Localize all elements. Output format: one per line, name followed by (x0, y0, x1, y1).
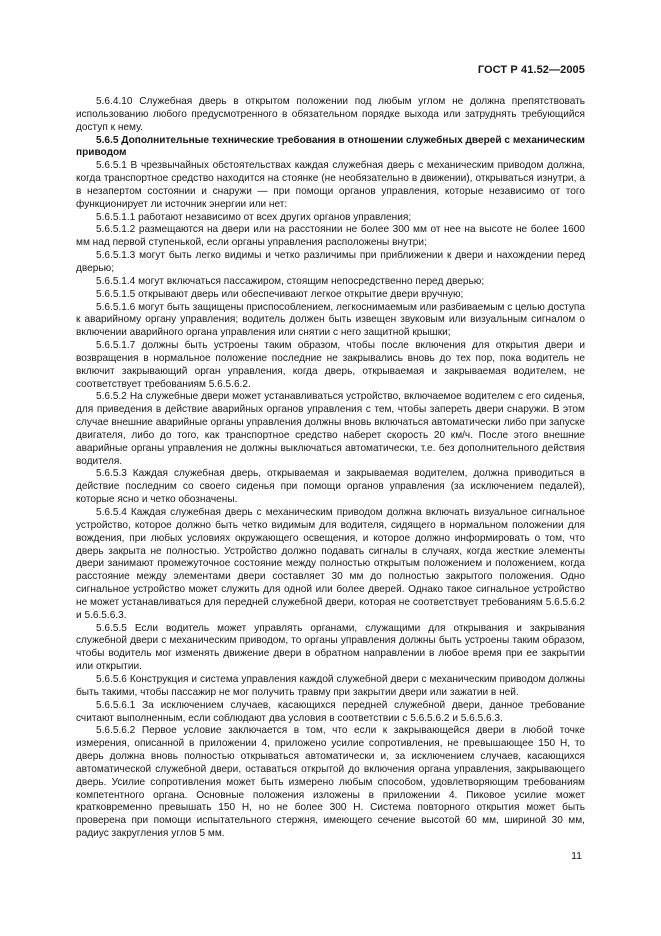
paragraph-5-6-5-2: 5.6.5.2 На служебные двери может устанавливаться устройство, включаемое водителем с его сиденья, для приведения в действие аварийных органов управления с тем, чтобы запереть двери снаружи. В этом случае внешние аварийные органы управления должны вновь включаться автоматически либо при запуске двигателя, либо до того, как транспортное средство наберет скорость 20 км/ч. После этого внешние аварийные органы управления не должны выключаться автоматически, т.е. без дополнительного действия водителя. (76, 391, 585, 467)
page-number: 11 (571, 850, 582, 862)
document-code-header: ГОСТ Р 41.52—2005 (477, 64, 585, 76)
paragraph-5-6-5-1-6: 5.6.5.1.6 могут быть защищены приспособлением, легкоснимаемым или разбиваемым с целью доступа к аварийному органу управления; водитель должен быть извещен звуковым или визуальным сигналом о включении аварийного органа управления или снятии с него защитной крышки; (76, 301, 585, 339)
paragraph-5-6-5-1-7: 5.6.5.1.7 должны быть устроены таким образом, чтобы после включения для открытия двери и возвращения в нормальное положение последние не закрывались вновь до тех пор, пока водитель не включит закрывающий орган управления, когда дверь, открываемая и закрываемая водителем, не соответствует требованиям 5.6.5.6.2. (76, 340, 585, 390)
paragraph-5-6-5-3: 5.6.5.3 Каждая служебная дверь, открываемая и закрываемая водителем, должна приводиться в действие последним со своего сиденья при помощи органов управления (за исключением педалей), которые ясно и четко обозначены. (76, 468, 585, 506)
paragraph-5-6-5-1-4: 5.6.5.1.4 могут включаться пассажиром, стоящим непосредственно перед дверью; (96, 275, 485, 287)
paragraph-5-6-5-5: 5.6.5.5 Если водитель может управлять органами, служащими для открывания и закрывания служебной двери с механическим приводом, то органы управления должны быть устроены таким образом, чтобы водитель мог изменять движение двери в обратном направлении в любое время при ее закрытии или открытии. (76, 622, 585, 673)
paragraph-5-6-5-6-2: 5.6.5.6.2 Первое условие заключается в том, что если к закрывающейся двери в любой точке измерения, описанной в приложении 4, приложено усилие сопротивления, не превышающее 150 Н, то дверь должна вновь полностью открываться автоматически и, за исключением случаев, касающихся автоматической служебной двери, оставаться открытой до включения органа управления, закрывающего дверь. Усилие сопротивления может быть измерено любым способом, удовлетворяющим требованиям компетентного органа. Основные положения изложены в приложении 4. Пиковое усилие может кратковременно превышать 150 Н, но не более 300 Н. Система повторного открытия может быть проверена при помощи испытательного стержня, имеющего сечение высотой 60 мм, шириной 30 мм, радиус закругления углов 5 мм. (76, 725, 585, 840)
paragraph-5-6-5-1-5: 5.6.5.1.5 открывают дверь или обеспечивают легкое открытие двери вручную; (96, 288, 464, 300)
paragraph-5-6-5-1: 5.6.5.1 В чрезвычайных обстоятельствах каждая служебная дверь с механическим приводом должна, когда транспортное средство находится на стоянке (не необязательно в движении), открываться изнутри, а в незапертом состоянии и снаружи — при помощи органов управления, которые независимо от того функционирует ли источник энергии или нет: (76, 160, 585, 210)
document-body (76, 96, 585, 841)
paragraph-5-6-5-6-1: 5.6.5.6.1 За исключением случаев, касающихся передней служебной двери, данное требование считают выполненным, если соблюдают два условия в соответствии с 5.6.5.6.2 и 5.6.5.6.3. (76, 699, 585, 724)
section-heading-5-6-5: 5.6.5 Дополнительные технические требования в отношении служебных дверей с механическим приводом (76, 134, 585, 159)
paragraph-5-6-5-4: 5.6.5.4 Каждая служебная дверь с механическим приводом должна включать визуальное сигнальное устройство, которое должно быть четко видимым для водителя, сидящего в нормальном положении для вождения, при любых условиях окружающего освещения, и которое должно информировать о том, что дверь закрыта не полностью. Устройство должно подавать сигналы в случаях, когда жесткие элементы двери занимают промежуточное состояние между полностью открытым положением и положением, когда расстояние между элементами двери составляет 30 мм до полностью закрытого положения. Одно сигнальное устройство может служить для одной или более дверей. Однако такое сигнальное устройство не может устанавливаться для передней служебной двери, которая не соответствует требованиям 5.6.5.6.2 и 5.6.5.6.3. (76, 507, 585, 621)
paragraph-5-6-5-6: 5.6.5.6 Конструкция и система управления каждой служебной двери с механическим приводом должны быть такими, чтобы пассажир не мог получить травму при закрытии двери или зажатии в ней. (76, 673, 585, 698)
paragraph-5-6-5-1-3: 5.6.5.1.3 могут быть легко видимы и четко различимы при приближении к двери и нахождении перед дверью; (76, 250, 585, 274)
paragraph-5-6-5-1-2: 5.6.5.1.2 размещаются на двери или на расстоянии не более 300 мм от нее на высоте не более 1600 мм над первой ступенькой, если органы управления расположены внутри; (76, 224, 585, 249)
paragraph-5-6-5-1-1: 5.6.5.1.1 работают независимо от всех других органов управления; (96, 211, 412, 223)
paragraph-5-6-4-10: 5.6.4.10 Служебная дверь в открытом положении под любым углом не должна препятствовать использованию любого предусмотренного в обязательном порядке выхода или затруднять требующийся доступ к нему. (76, 96, 585, 133)
